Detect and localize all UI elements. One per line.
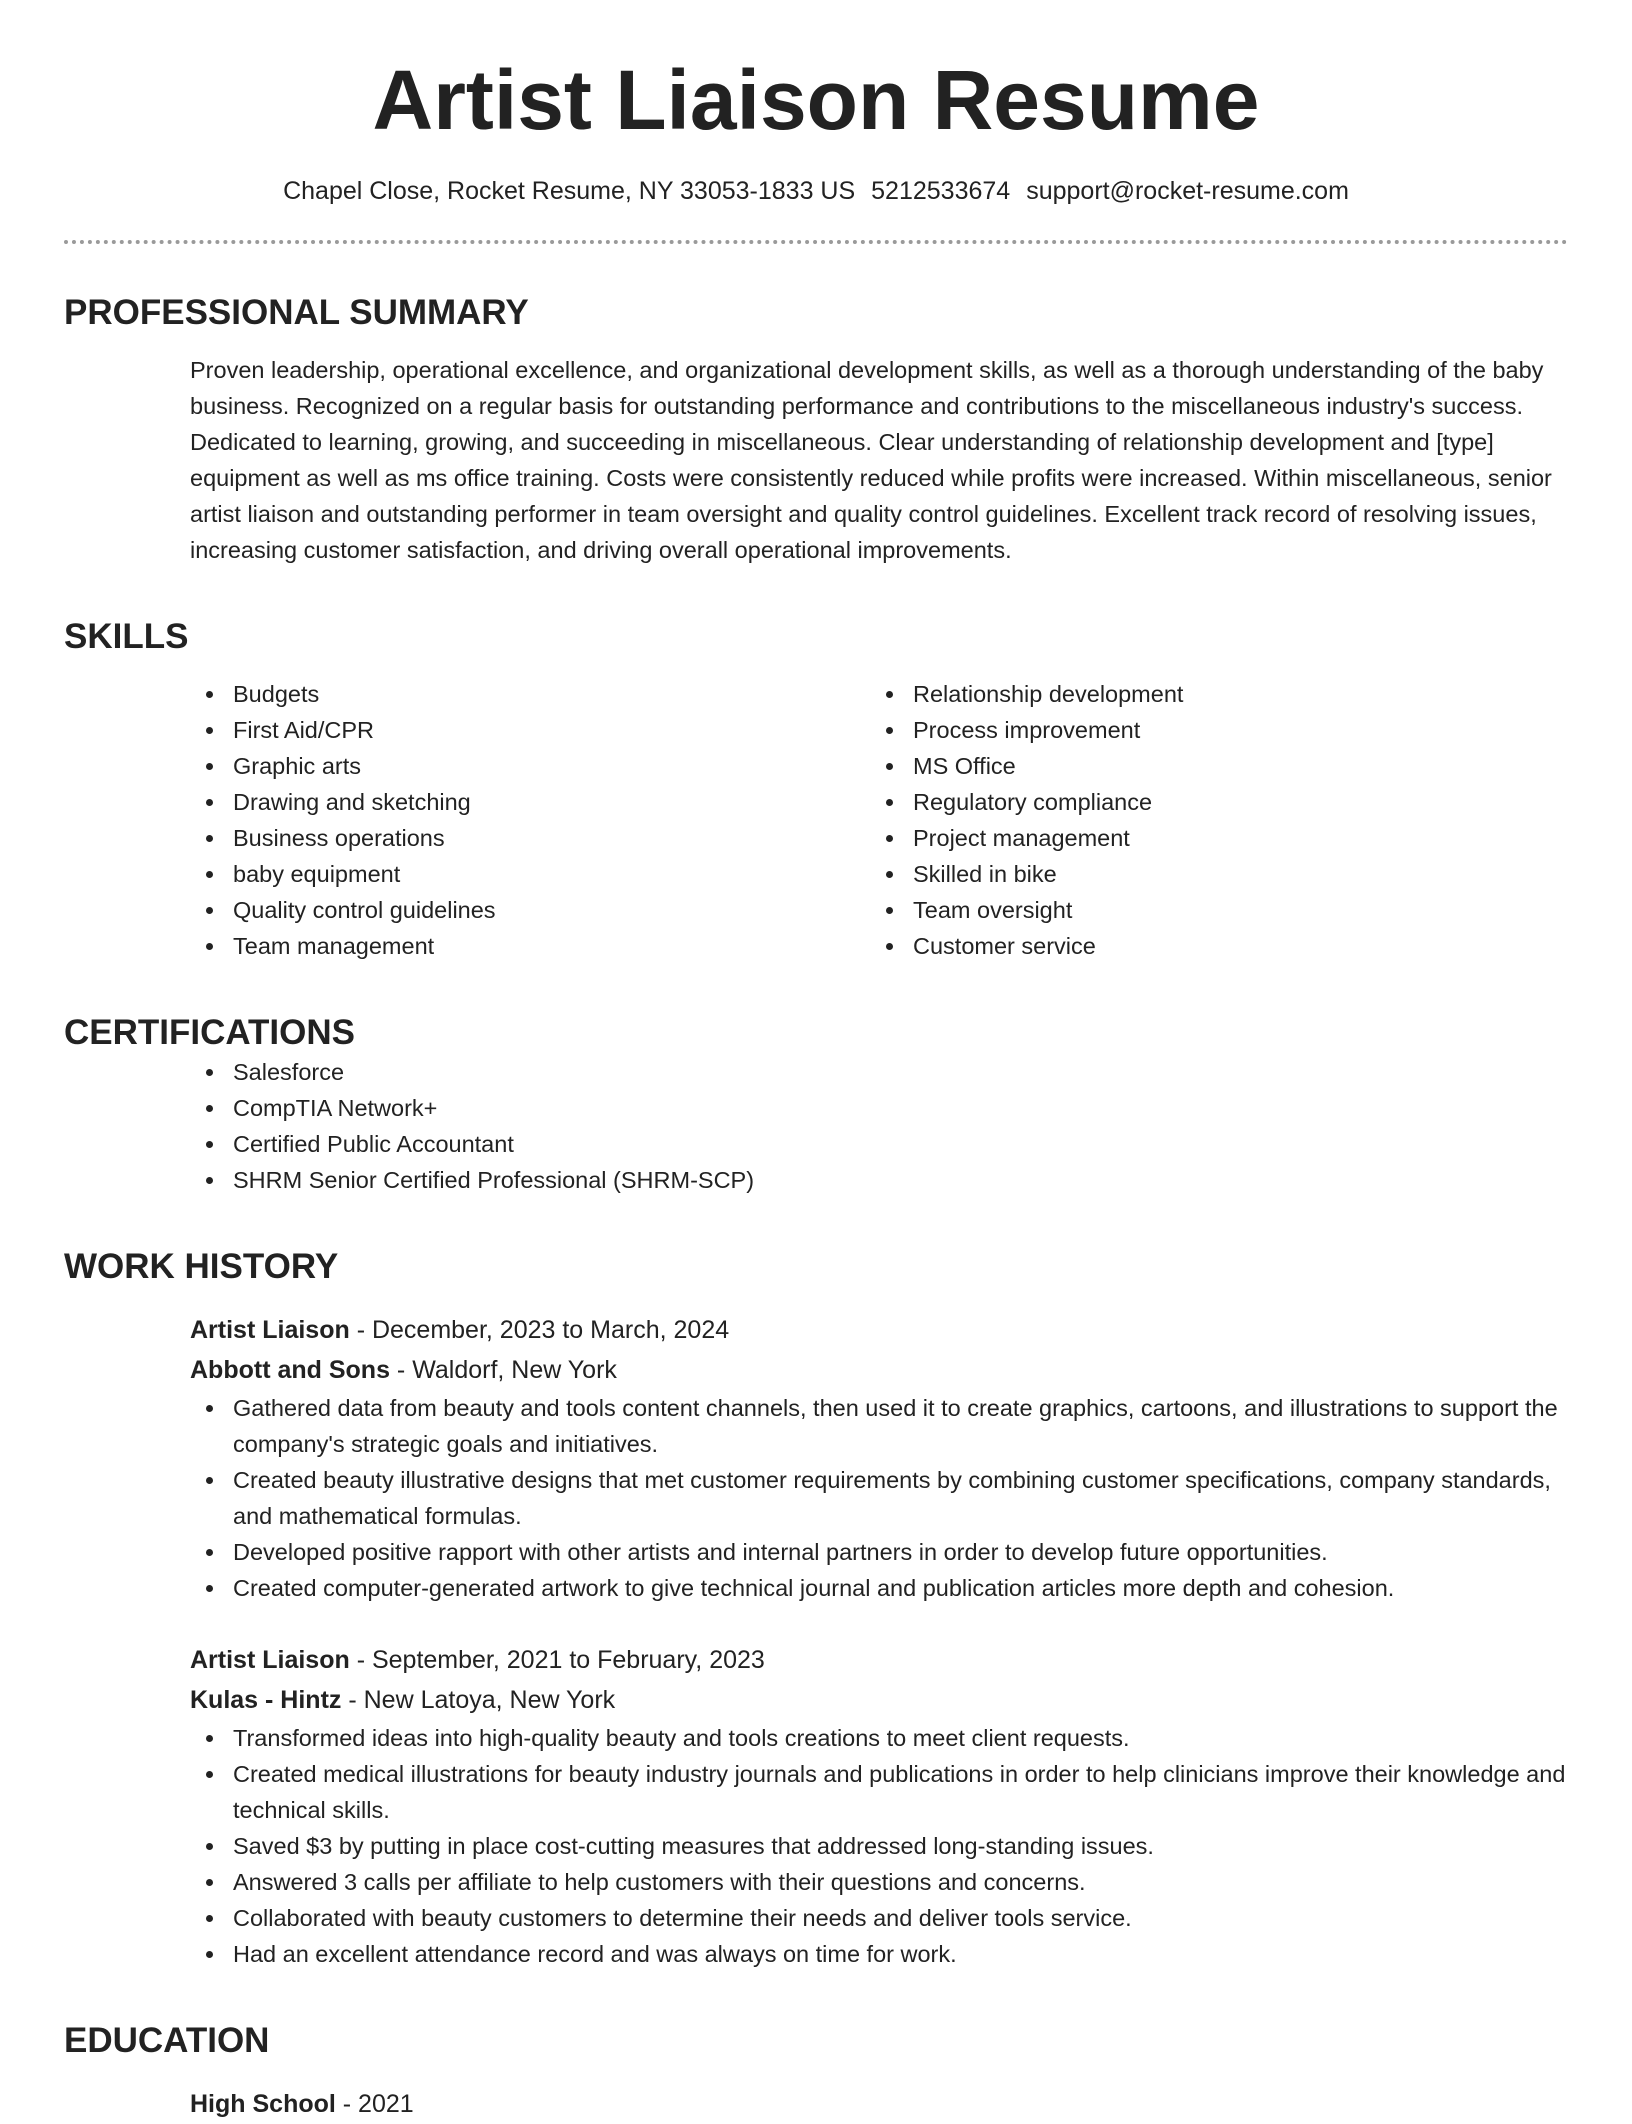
job-title-line <box>190 1310 1568 1350</box>
job-company-line <box>190 1350 1568 1390</box>
summary-heading: PROFESSIONAL SUMMARY <box>64 292 529 332</box>
job-bullet: Created beauty illustrative designs that met customer requirements by combining customer specifications, company standards, and mathematical formulas. <box>233 1462 1568 1534</box>
job-title: Artist Liaison <box>190 1315 350 1344</box>
skill-item: Drawing and sketching <box>233 784 870 820</box>
job-bullet: Developed positive rapport with other artists and internal partners in order to develop future opportunities. <box>233 1534 1568 1570</box>
skill-item: Team management <box>233 928 870 964</box>
job-dates: - December, 2023 to March, 2024 <box>349 1315 730 1344</box>
certification-item: SHRM Senior Certified Professional (SHRM-SCP) <box>233 1162 1568 1198</box>
skills-list-right <box>870 676 1550 964</box>
skills-grid <box>190 676 1568 964</box>
skill-item: Quality control guidelines <box>233 892 870 928</box>
skill-item: Graphic arts <box>233 748 870 784</box>
contact-line <box>0 177 1632 206</box>
job-title: Artist Liaison <box>190 1645 350 1674</box>
job-location: - Waldorf, New York <box>389 1355 617 1384</box>
summary-text: Proven leadership, operational excellence, and organizational development skills, as well as a thorough understanding of the baby business. Recognized on a regular basis for outstanding performance and contributions to the miscellaneous industry's success. Dedicated to learning, growing, and succeeding in miscellaneous. Clear understanding of relationship development and [type] equipment as well as ms office training. Costs were consistently reduced while profits were increased. Within miscellaneous, senior artist liaison and outstanding performer in team oversight and quality control guidelines. Excellent track record of resolving issues, increasing customer satisfaction, and driving overall operational improvements. <box>190 356 1552 563</box>
skill-item: First Aid/CPR <box>233 712 870 748</box>
contact-phone: 5212533674 <box>871 176 1011 205</box>
education-year: - 2021 <box>335 2089 414 2118</box>
certifications-list <box>190 1054 1568 1198</box>
skill-item: Regulatory compliance <box>913 784 1550 820</box>
job-bullet: Saved $3 by putting in place cost-cutting measures that addressed long-standing issues. <box>233 1828 1568 1864</box>
skill-item: Process improvement <box>913 712 1550 748</box>
skill-item: Relationship development <box>913 676 1550 712</box>
job-location: - New Latoya, New York <box>341 1685 616 1714</box>
job-bullet: Created computer-generated artwork to give technical journal and publication articles more depth and cohesion. <box>233 1570 1568 1606</box>
job-company: Abbott and Sons <box>190 1355 390 1384</box>
job-entry <box>190 1640 1568 1972</box>
skill-item: Customer service <box>913 928 1550 964</box>
skill-item: Budgets <box>233 676 870 712</box>
job-bullet: Collaborated with beauty customers to determine their needs and deliver tools service. <box>233 1900 1568 1936</box>
job-dates: - September, 2021 to February, 2023 <box>349 1645 765 1674</box>
job-bullet: Created medical illustrations for beauty industry journals and publications in order to help clinicians improve their knowledge and technical skills. <box>233 1756 1568 1828</box>
skills-heading: SKILLS <box>64 616 189 656</box>
skills-list-left <box>190 676 870 964</box>
job-company: Kulas - Hintz <box>190 1685 342 1714</box>
skill-item: Business operations <box>233 820 870 856</box>
skill-item: Project management <box>913 820 1550 856</box>
education-heading: EDUCATION <box>64 2020 270 2060</box>
job-bullet: Had an excellent attendance record and was always on time for work. <box>233 1936 1568 1972</box>
job-entry <box>190 1310 1568 1606</box>
certification-item: Salesforce <box>233 1054 1568 1090</box>
certification-item: Certified Public Accountant <box>233 1126 1568 1162</box>
education-degree: High School <box>190 2089 336 2118</box>
job-bullet: Transformed ideas into high-quality beauty and tools creations to meet client requests. <box>233 1720 1568 1756</box>
contact-email: support@rocket-resume.com <box>1026 176 1349 205</box>
job-company-line <box>190 1680 1568 1720</box>
skill-item: Skilled in bike <box>913 856 1550 892</box>
work-history-heading: WORK HISTORY <box>64 1246 339 1286</box>
job-bullet: Answered 3 calls per affiliate to help customers with their questions and concerns. <box>233 1864 1568 1900</box>
job-bullets <box>190 1720 1568 1972</box>
job-bullet: Gathered data from beauty and tools content channels, then used it to create graphics, cartoons, and illustrations to support the company's strategic goals and initiatives. <box>233 1390 1568 1462</box>
education-entry <box>190 2084 1568 2124</box>
skill-item: baby equipment <box>233 856 870 892</box>
certifications-heading: CERTIFICATIONS <box>64 1012 356 1052</box>
job-title-line <box>190 1640 1568 1680</box>
contact-address: Chapel Close, Rocket Resume, NY 33053-1833 US <box>283 176 856 205</box>
certification-item: CompTIA Network+ <box>233 1090 1568 1126</box>
header-divider <box>64 240 1568 244</box>
skill-item: Team oversight <box>913 892 1550 928</box>
job-bullets <box>190 1390 1568 1606</box>
resume-title: Artist Liaison Resume <box>372 53 1260 147</box>
skill-item: MS Office <box>913 748 1550 784</box>
